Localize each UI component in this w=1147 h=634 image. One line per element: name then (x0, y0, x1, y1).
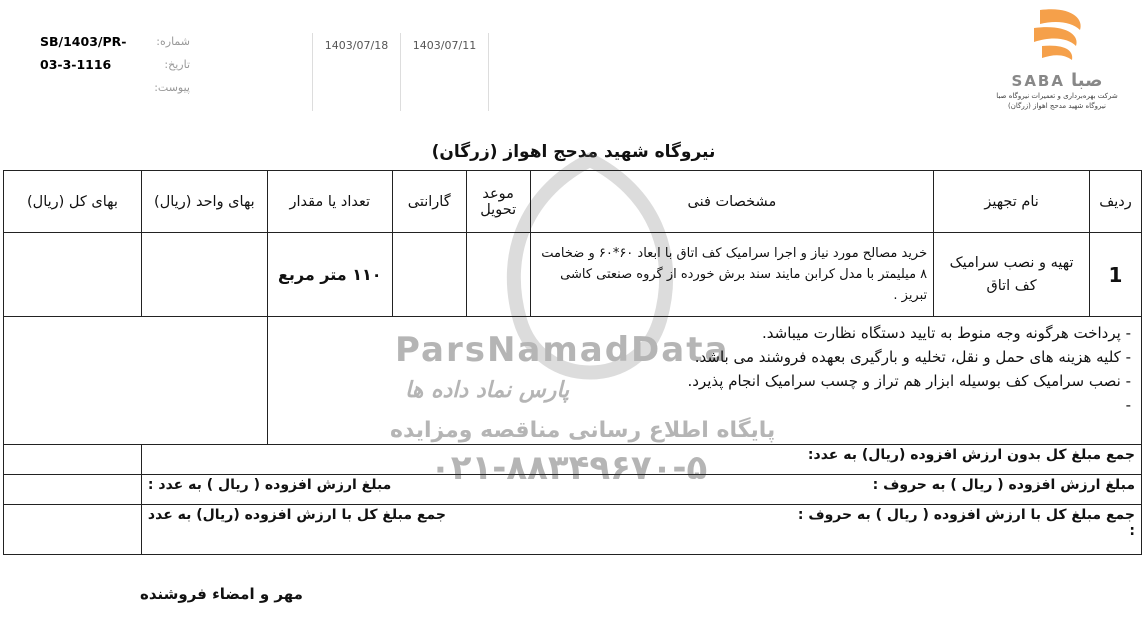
date-label: تاریخ: (164, 58, 190, 71)
col-unit-price: بهای واحد (ریال) (141, 171, 267, 233)
note-item (278, 393, 1131, 417)
sum-no-vat-row (4, 445, 1142, 475)
date-stamp: 1403/07/11 (401, 33, 489, 111)
col-delivery: موعد تحویل (466, 171, 530, 233)
total-price-cell (4, 233, 142, 317)
vat-row (4, 475, 1142, 505)
saba-logo (987, 4, 1127, 122)
vat-value[interactable] (4, 475, 142, 505)
col-total-price: بهای کل (ریال) (4, 171, 142, 233)
watermark-brand: ParsNamadData (395, 330, 730, 370)
vat-cell (141, 475, 1141, 505)
table-row (4, 233, 1142, 317)
col-equipment: نام تجهیز (934, 171, 1090, 233)
sum-vat-row (4, 505, 1142, 555)
notes-blank (4, 317, 268, 445)
sum-vat-cell (141, 505, 1141, 555)
logo-caption-1: شرکت بهره‌برداری و تعمیرات نیروگاه صبا (996, 92, 1118, 100)
attachment-label: پیوست: (154, 81, 190, 94)
saba-flame-icon (1022, 4, 1092, 66)
watermark-phone: ۰۲۱-۸۸۳۴۹۶۷۰-۵ (430, 448, 708, 488)
note-item: - پرداخت هرگونه وجه منوط به تایید دستگاه نظارت میباشد. (278, 321, 1131, 345)
delivery-cell (466, 233, 530, 317)
logo-en: SABA (1011, 72, 1065, 90)
note-item: - کلیه هزینه های حمل و نقل، تخلیه و بارگیری بعهده فروشند می باشد. (278, 345, 1131, 369)
vat-number-label: مبلغ ارزش افزوده ( ریال ) به عدد : (147, 477, 392, 493)
notes-list (274, 321, 1135, 417)
seal-label: مهر و امضاء فروشنده (140, 585, 303, 603)
page-title: نیروگاه شهید مدحج اهواز (زرگان) (431, 142, 716, 162)
col-row-no: ردیف (1090, 171, 1142, 233)
col-quantity: تعداد یا مقدار (267, 171, 392, 233)
header-row (4, 171, 1142, 233)
warranty-cell (392, 233, 466, 317)
watermark-line1: پارس نماد داده ها (405, 378, 570, 403)
equipment-name: تهیه و نصب سرامیک کف اتاق (934, 233, 1090, 317)
sum-vat-number-label: جمع مبلغ کل با ارزش افزوده (ریال) به عدد (147, 507, 446, 523)
technical-spec: خرید مصالح مورد نیاز و اجرا سرامیک کف اتاق با ابعاد ۶۰*۶۰ و ضخامت ۸ میلیمتر با مدل کرابن مایند سند برش خورده از گروه صنعتی کاشی تبریز . (530, 233, 934, 317)
sum-vat-value[interactable] (4, 505, 142, 555)
document-meta (40, 30, 190, 99)
sum-vat-words-label: جمع مبلغ کل با ارزش افزوده ( ریال ) به حروف : (797, 507, 1135, 523)
col-warranty: گارانتی (392, 171, 466, 233)
unit-price-cell (141, 233, 267, 317)
tender-table (3, 170, 1142, 555)
number-value: SB/1403/PR- (40, 34, 127, 49)
sum-no-vat-value[interactable] (4, 445, 142, 475)
note-item: - نصب سرامیک کف بوسیله ابزار هم تراز و چسب سرامیک انجام پذیرد. (278, 369, 1131, 393)
vat-words-label: مبلغ ارزش افزوده ( ریال ) به حروف : (872, 477, 1135, 493)
date-stamps (312, 33, 489, 111)
quantity-cell: ۱۱۰ متر مربع (267, 233, 392, 317)
logo-caption-2: نیروگاه شهید مدحج اهواز (زرگان) (1008, 102, 1106, 110)
notes-cell (267, 317, 1141, 445)
watermark-line2: پایگاه اطلاع رسانی مناقصه ومزایده (390, 418, 776, 443)
date-value: 03-3-1116 (40, 57, 112, 72)
sum-no-vat-label: جمع مبلغ کل بدون ارزش افزوده (ریال) به عدد: (141, 445, 1141, 475)
col-spec: مشخصات فنی (530, 171, 934, 233)
number-label: شماره: (156, 35, 190, 48)
logo-fa: صبا (1070, 70, 1103, 91)
date-stamp: 1403/07/18 (313, 33, 401, 111)
notes-row (4, 317, 1142, 445)
row-number: 1 (1090, 233, 1142, 317)
sum-vat-words-line2: : (1129, 523, 1135, 539)
